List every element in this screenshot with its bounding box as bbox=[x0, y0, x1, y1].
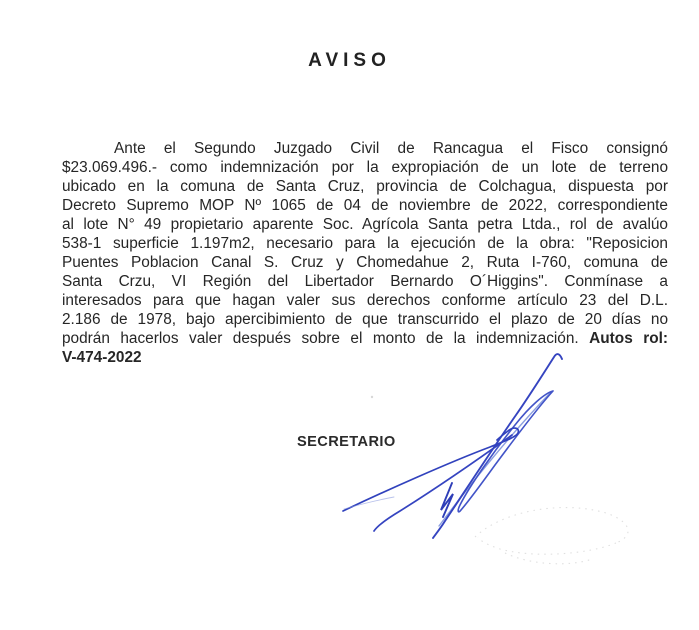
body-line: al lote N° 49 propietario aparente Soc. Agrícola Santa petra Ltda., rol de avalúo bbox=[62, 216, 668, 233]
body-line: ubicado en la comuna de Santa Cruz, provincia de Colchagua, dispuesta por bbox=[62, 178, 668, 195]
secretary-label: SECRETARIO bbox=[297, 434, 396, 450]
body-line: Decreto Supremo MOP Nº 1065 de 04 de noviembre de 2022, correspondiente bbox=[62, 197, 668, 214]
ghost-squiggle bbox=[475, 508, 628, 564]
handwritten-signature-icon bbox=[330, 345, 650, 575]
notice-title: AVISO bbox=[308, 50, 391, 71]
body-line: Santa Crzu, VI Región del Libertador Bernardo O´Higgins". Conmínase a bbox=[62, 273, 668, 290]
body-line: 538-1 superficie 1.197m2, necesario para la ejecución de la obra: "Reposicion bbox=[62, 235, 668, 252]
body-line: Puentes Poblacion Canal S. Cruz y Chomedahue 2, Ruta I-760, comuna de bbox=[62, 254, 668, 271]
body-line: interesados para que hagan valer sus derechos conforme artículo 23 del D.L. bbox=[62, 292, 668, 309]
body-line-autos-rol bbox=[62, 329, 668, 348]
body-line: $23.069.496.- como indemnización por la expropiación de un lote de terreno bbox=[62, 159, 668, 176]
ink-speck bbox=[371, 396, 373, 398]
autos-rol-label: Autos rol: bbox=[589, 330, 668, 347]
body-line: 2.186 de 1978, bajo apercibimiento de que transcurrido el plazo de 20 días no bbox=[62, 311, 668, 328]
body-line-text: podrán hacerlos valer después sobre el monto de la indemnización. bbox=[62, 330, 579, 347]
notice-body bbox=[62, 139, 668, 367]
body-line: Ante el Segundo Juzgado Civil de Rancagua el Fisco consignó bbox=[114, 140, 668, 157]
case-number: V-474-2022 bbox=[62, 349, 142, 366]
